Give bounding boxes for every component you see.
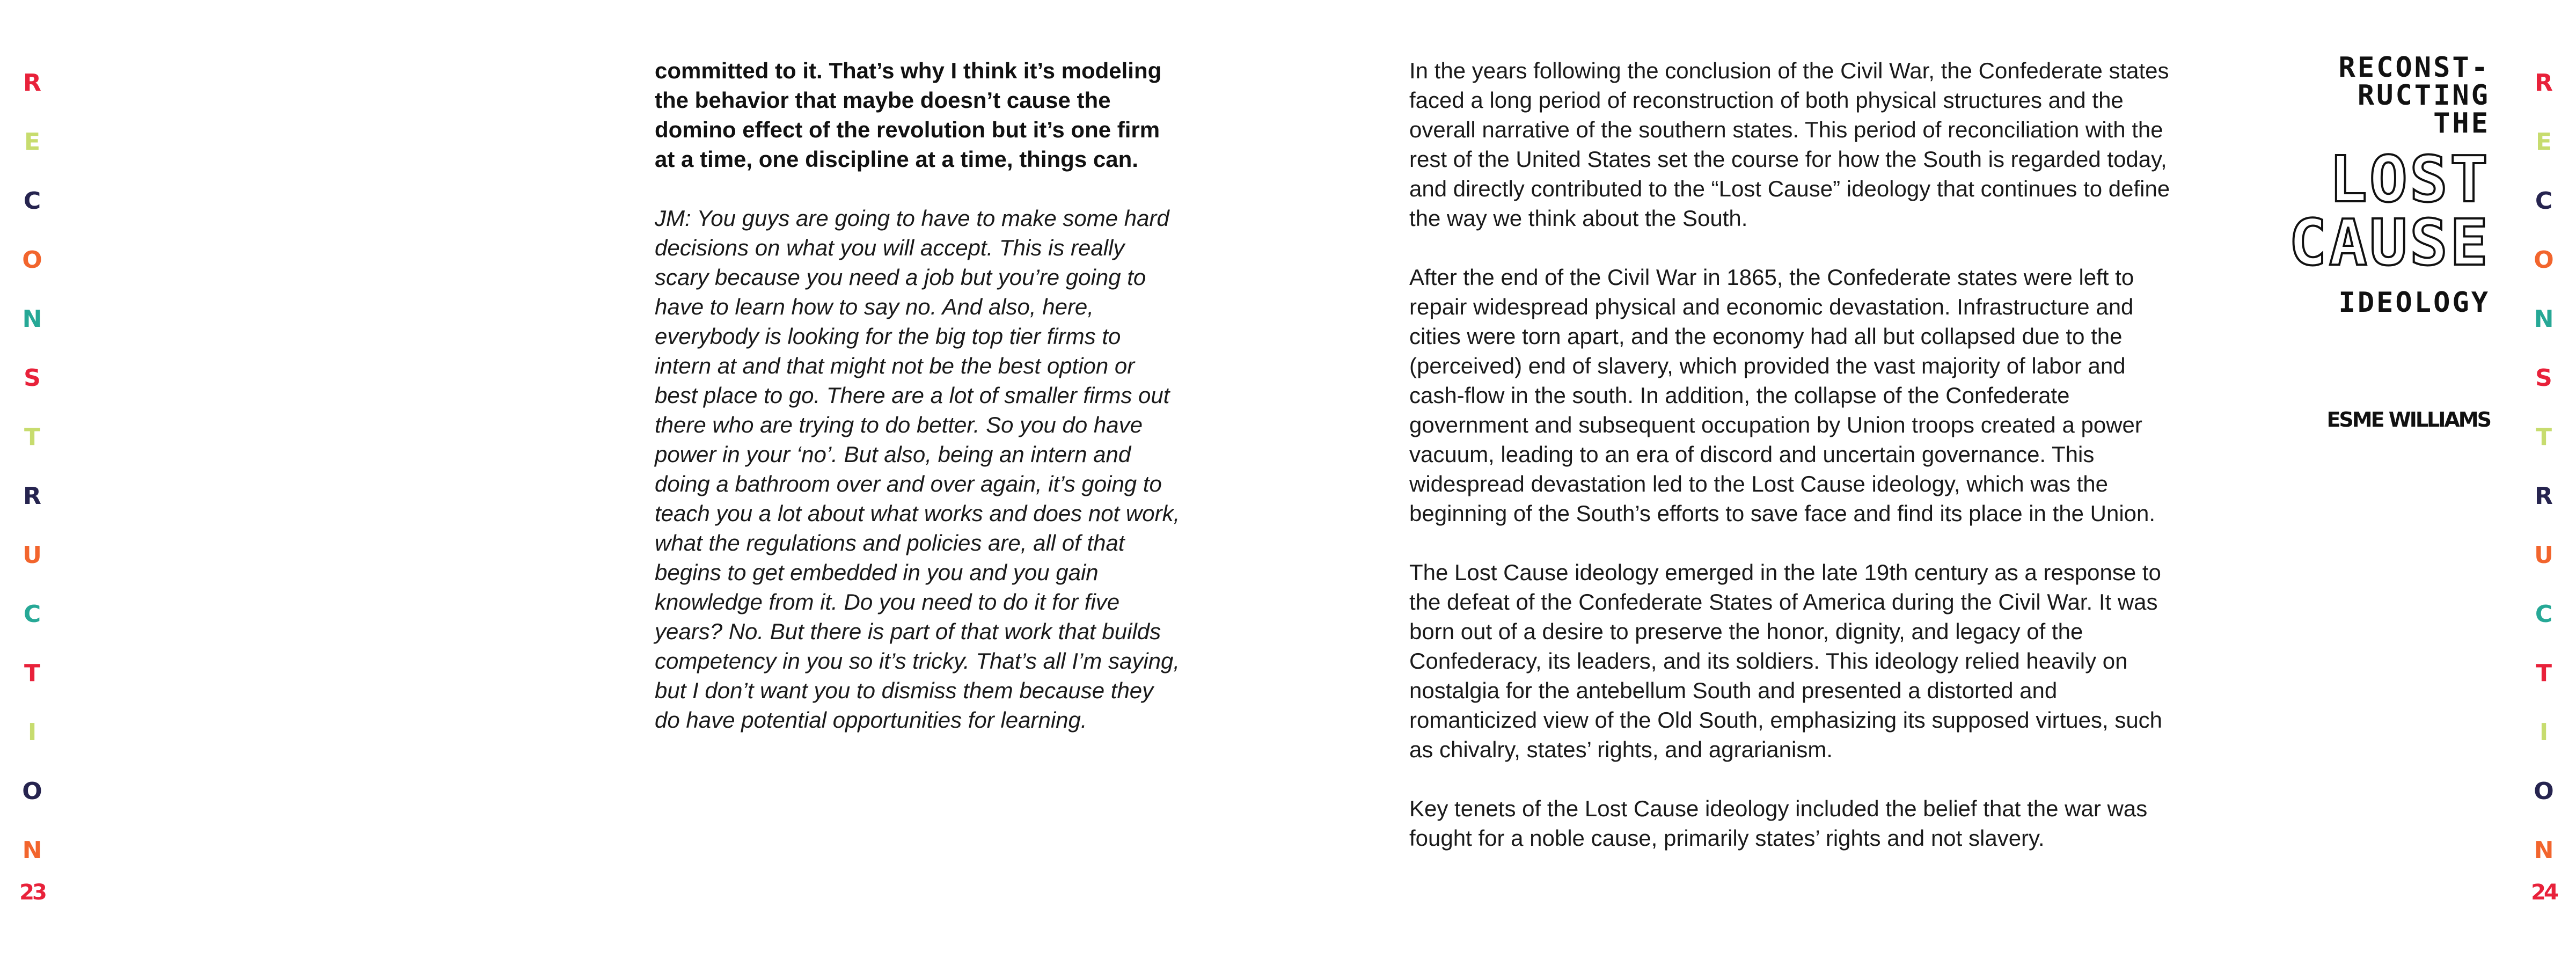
spine-letter: N: [22, 837, 42, 864]
spine-letter: O: [22, 778, 42, 805]
spine-letter: E: [2535, 128, 2552, 156]
spine-letter: O: [22, 246, 42, 274]
article-paragraph-4: Key tenets of the Lost Cause ideology included the belief that the war was fought for a noble cause, primarily states’ rights and not slavery.: [1409, 796, 2148, 851]
spine-letter: C: [2535, 187, 2553, 215]
spine-letter: O: [2534, 246, 2554, 274]
title-line-2: RUCTING: [2357, 79, 2490, 112]
left-spine-letters: [0, 54, 64, 880]
right-spine-letters: [2512, 54, 2576, 880]
interview-lead-text: committed to it. That’s why I think it’s modeling the behavior that maybe doesn’t cause the domino effect of the revolution but it’s one firm at a time, one discipline at a time, things can.: [655, 58, 1162, 172]
spine-letter: T: [2535, 660, 2552, 687]
title-line-1: RECONST-: [2338, 52, 2490, 84]
title-line-lost: LOST: [2329, 142, 2490, 216]
article-paragraph-2: After the end of the Civil War in 1865, the Confederate states were left to repair widespread physical and economic devastation. Infrastructure and cities were torn apart, and the economy had all but collapsed due to the (perceived) end of slavery, which provided the vast majority of labor and cash-flow in the south. In addition, the collapse of the Confederate government and subsequent occupation by Union troops created a power vacuum, leading to an era of discord and uncertain governance. This widespread devastation led to the Lost Cause ideology, which was the beginning of the South’s efforts to save face and find its place in the Union.: [1409, 265, 2156, 526]
spine-letter: S: [2535, 364, 2552, 392]
spine-letter: S: [24, 364, 41, 392]
interview-column: [655, 56, 1181, 735]
article-paragraph-3: The Lost Cause ideology emerged in the late 19th century as a response to the defeat of the Confederate States of America during the Civil War. It was born out of a desire to preserve the honor, dignity, and legacy of the Confederacy, its leaders, and its soldiers. This ideology relied heavily on nostalgia for the antebellum South and presented a distorted and romanticized view of the Old South, emphasizing its supposed virtues, such as chivalry, states’ rights, and agrarianism.: [1409, 560, 2163, 762]
spine-letter: I: [2539, 719, 2549, 746]
spine-letter: N: [2534, 305, 2554, 333]
spine-letter: N: [2534, 837, 2554, 864]
title-block: [2200, 54, 2490, 431]
spine-letter: R: [2535, 482, 2553, 510]
spine-letter: R: [23, 69, 41, 97]
spine-letter: T: [24, 423, 40, 451]
article-body: [1409, 56, 2177, 882]
spine-letter: U: [2534, 541, 2553, 569]
page-number-left: 23: [19, 880, 45, 905]
title-line-cause: CAUSE: [2288, 206, 2490, 280]
spine-letter: C: [2535, 601, 2553, 628]
spine-letter: R: [2535, 69, 2553, 97]
title-line-ideology: IDEOLOGY: [2338, 287, 2490, 319]
interview-quote-text: JM: You guys are going to have to make some hard decisions on what you will accept. This is really scary because you need a job but you’re going to have to learn how to say no. And also, here, everybody is looking for the big top tier firms to intern at and that might not be the best option or best place to go. There are a lot of smaller firms out there who are trying to do better. So you do have power in your ‘no’. But also, being an intern and doing a bathroom over and over again, it’s going to teach you a lot about what works and does not work, what the regulations and policies are, all of that begins to get embedded in you and you gain knowledge from it. Do you need to do it for five years? No. But there is part of that work that builds competency in you so it’s tricky. That’s all I’m saying, but I don’t want you to dismiss them because they do have potential opportunities for learning.: [655, 206, 1180, 733]
spine-letter: N: [22, 305, 42, 333]
title-line-3: THE: [2433, 107, 2490, 140]
spine-letter: T: [24, 660, 40, 687]
author-name: ESME WILLIAMS: [2326, 408, 2490, 431]
spine-letter: C: [23, 601, 41, 628]
spine-letter: E: [24, 128, 41, 156]
spine-letter: O: [2534, 778, 2554, 805]
spine-letter: I: [27, 719, 37, 746]
spine-letter: C: [23, 187, 41, 215]
page-number-right: 24: [2531, 880, 2557, 905]
spine-letter: U: [23, 541, 42, 569]
spine-letter: R: [23, 482, 41, 510]
article-paragraph-1: In the years following the conclusion of the Civil War, the Confederate states faced a long period of reconstruction of both physical structures and the overall narrative of the southern states. This period of reconciliation with the rest of the United States set the course for how the South is regarded today, and directly contributed to the “Lost Cause” ideology that continues to define the way we think about the South.: [1409, 58, 2170, 231]
spine-letter: T: [2535, 423, 2552, 451]
